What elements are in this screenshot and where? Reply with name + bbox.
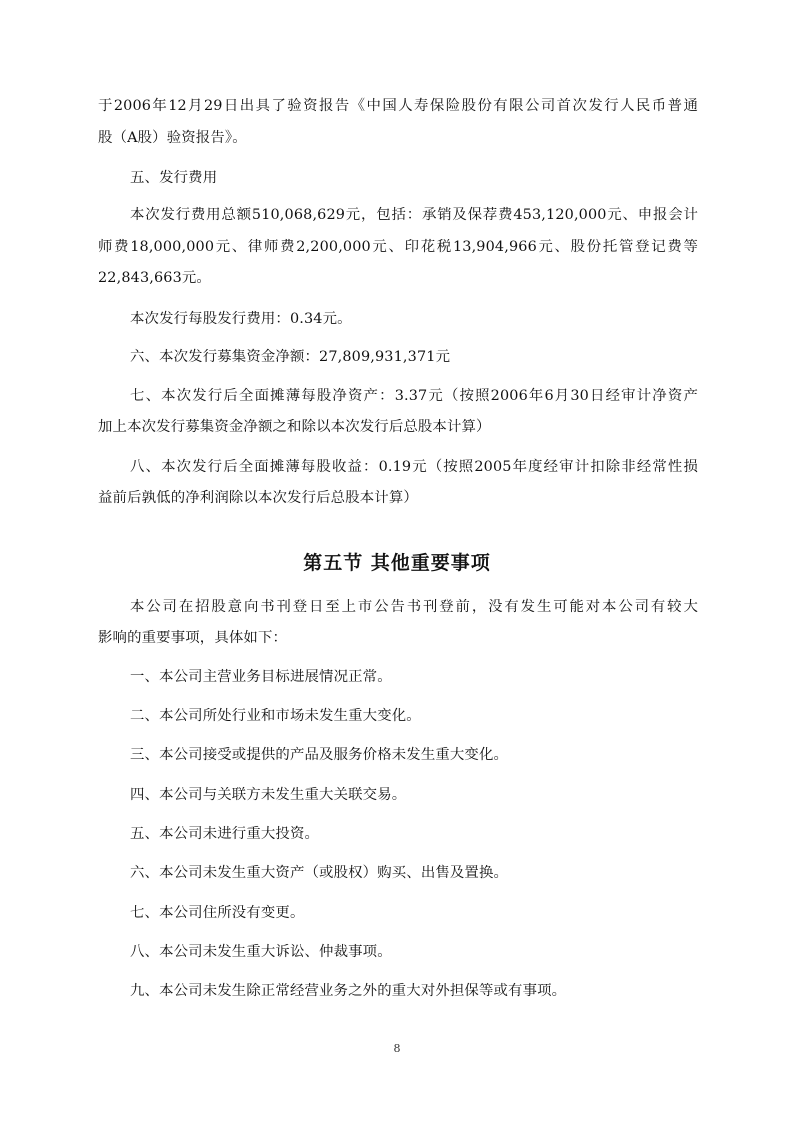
capital-verification-line-1: 于2006年12月29日出具了验资报告《中国人寿保险股份有限公司首次发行人民币普通 (98, 98, 698, 114)
issuance-fee-line-3: 22,843,663元。 (98, 270, 211, 286)
list-item: 七、本公司住所没有变更。 (130, 905, 305, 921)
eps-line-1: 八、本次发行后全面摊薄每股收益：0.19元（按照2005年度经审计扣除非经常性损 (130, 459, 698, 475)
list-item: 四、本公司与关联方未发生重大关联交易。 (130, 787, 407, 803)
issuance-fee-heading: 五、发行费用 (130, 170, 218, 186)
section-intro-line-1: 本公司在招股意向书刊登日至上市公告书刊登前，没有发生可能对本公司有较大 (130, 599, 698, 615)
list-item: 八、本公司未发生重大诉讼、仲裁事项。 (130, 944, 392, 960)
capital-verification-line-2: 股（A股）验资报告》。 (98, 130, 247, 146)
list-item: 二、本公司所处行业和市场未发生重大变化。 (130, 708, 421, 724)
eps-line-2: 益前后孰低的净利润除以本次发行后总股本计算） (98, 490, 418, 506)
list-item: 一、本公司主营业务目标进展情况正常。 (130, 669, 392, 685)
list-item: 五、本公司未进行重大投资。 (130, 826, 320, 842)
issuance-fee-line-2: 师费18,000,000元、律师费2,200,000元、印花税13,904,966元、股份托管登记费等 (98, 239, 698, 255)
section-intro-line-2: 影响的重要事项，具体如下： (98, 630, 288, 646)
list-item: 三、本公司接受或提供的产品及服务价格未发生重大变化。 (130, 747, 509, 763)
list-item: 九、本公司未发生除正常经营业务之外的重大对外担保等或有事项。 (130, 983, 567, 999)
per-share-fee: 本次发行每股发行费用：0.34元。 (130, 311, 352, 327)
list-item: 六、本公司未发生重大资产（或股权）购买、出售及置换。 (130, 865, 509, 881)
page-number: 8 (393, 1042, 401, 1055)
issuance-fee-line-1: 本次发行费用总额510,068,629元，包括：承销及保荐费453,120,000元、申报会计 (130, 207, 698, 223)
net-proceeds: 六、本次发行募集资金净额：27,809,931,371元 (130, 349, 451, 365)
section-title: 第五节 其他重要事项 (303, 552, 491, 574)
net-asset-per-share-line-2: 加上本次发行募集资金净额之和除以本次发行后总股本计算） (98, 419, 491, 435)
net-asset-per-share-line-1: 七、本次发行后全面摊薄每股净资产：3.37元（按照2006年6月30日经审计净资产 (130, 388, 698, 404)
